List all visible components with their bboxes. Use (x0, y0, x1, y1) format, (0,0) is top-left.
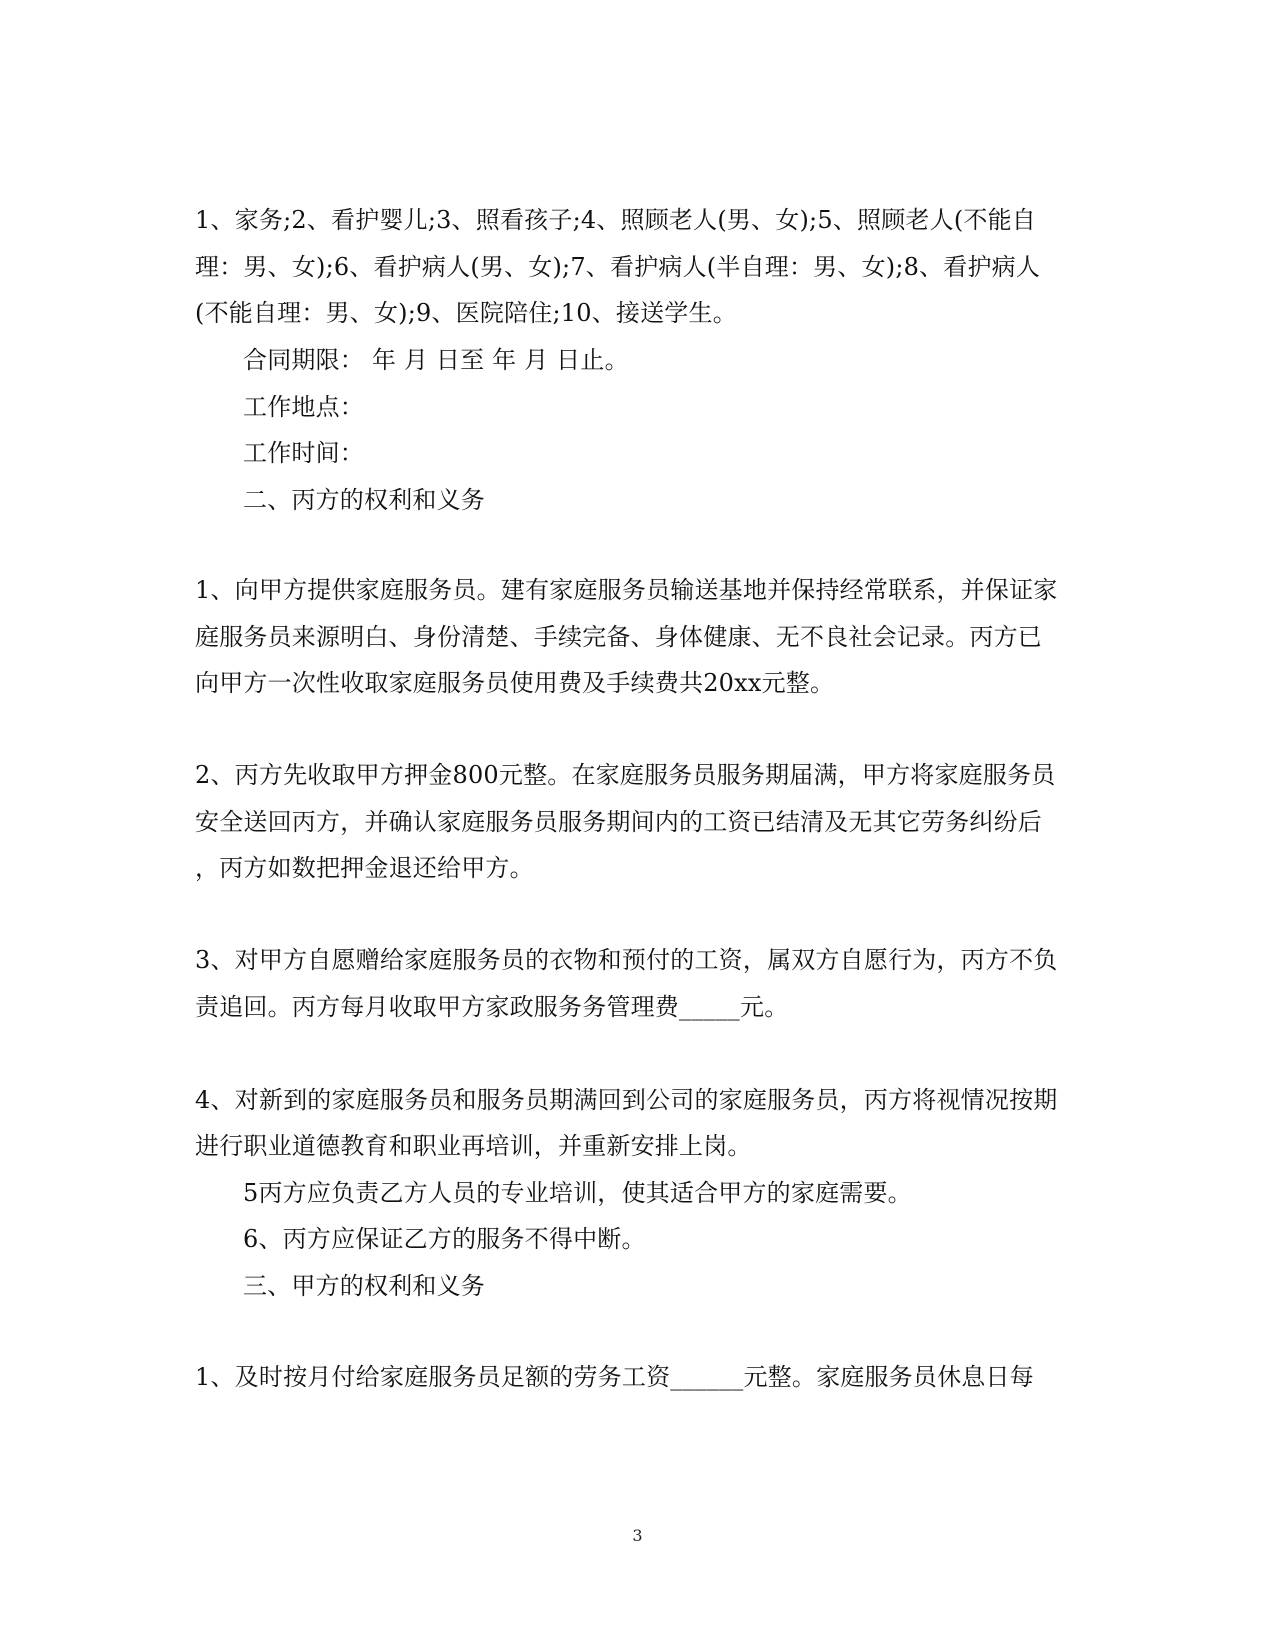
section-2-item-4-line-2: 进行职业道德教育和职业再培训，并重新安排上岗。 (195, 1132, 752, 1160)
section-2-item-2-line-3: ，丙方如数把押金退还给甲方。 (195, 854, 534, 882)
section-2-item-1-line-2: 庭服务员来源明白、身份清楚、手续完备、身体健康、无不良社会记录。丙方已 (195, 623, 1042, 651)
service-items-line-1: 1、家务;2、看护婴儿;3、照看孩子;4、照顾老人(男、女);5、照顾老人(不能自 (195, 206, 1036, 234)
section-3-heading: 三、甲方的权利和义务 (243, 1272, 485, 1300)
page-number: 3 (632, 1526, 643, 1545)
section-2-item-3-line-1: 3、对甲方自愿赠给家庭服务员的衣物和预付的工资，属双方自愿行为，丙方不负 (195, 946, 1058, 974)
section-2-item-4-line-1: 4、对新到的家庭服务员和服务员期满回到公司的家庭服务员，丙方将视情况按期 (195, 1086, 1058, 1114)
section-2-item-5: 5丙方应负责乙方人员的专业培训，使其适合甲方的家庭需要。 (243, 1179, 912, 1207)
section-2-item-1-line-3: 向甲方一次性收取家庭服务员使用费及手续费共20xx元整。 (195, 669, 835, 697)
section-3-item-1-line-1: 1、及时按月付给家庭服务员足额的劳务工资______元整。家庭服务员休息日每 (195, 1363, 1034, 1391)
work-time: 工作时间： (243, 439, 364, 467)
section-2-heading: 二、丙方的权利和义务 (243, 486, 485, 514)
work-location: 工作地点： (243, 393, 364, 421)
contract-term: 合同期限： 年 月 日至 年 月 日止。 (243, 346, 629, 374)
section-2-item-1-line-1: 1、向甲方提供家庭服务员。建有家庭服务员输送基地并保持经常联系，并保证家 (195, 576, 1058, 604)
section-2-item-6: 6、丙方应保证乙方的服务不得中断。 (243, 1225, 646, 1253)
section-2-item-2-line-1: 2、丙方先收取甲方押金800元整。在家庭服务员服务期届满，甲方将家庭服务员 (195, 761, 1056, 789)
service-items-line-2: 理：男、女);6、看护病人(男、女);7、看护病人(半自理：男、女);8、看护病人 (195, 253, 1041, 281)
section-2-item-2-line-2: 安全送回丙方，并确认家庭服务员服务期间内的工资已结清及无其它劳务纠纷后 (195, 808, 1042, 836)
service-items-line-3: (不能自理：男、女);9、医院陪住;10、接送学生。 (195, 299, 737, 327)
section-2-item-3-line-2: 责追回。丙方每月收取甲方家政服务务管理费_____元。 (195, 993, 789, 1021)
